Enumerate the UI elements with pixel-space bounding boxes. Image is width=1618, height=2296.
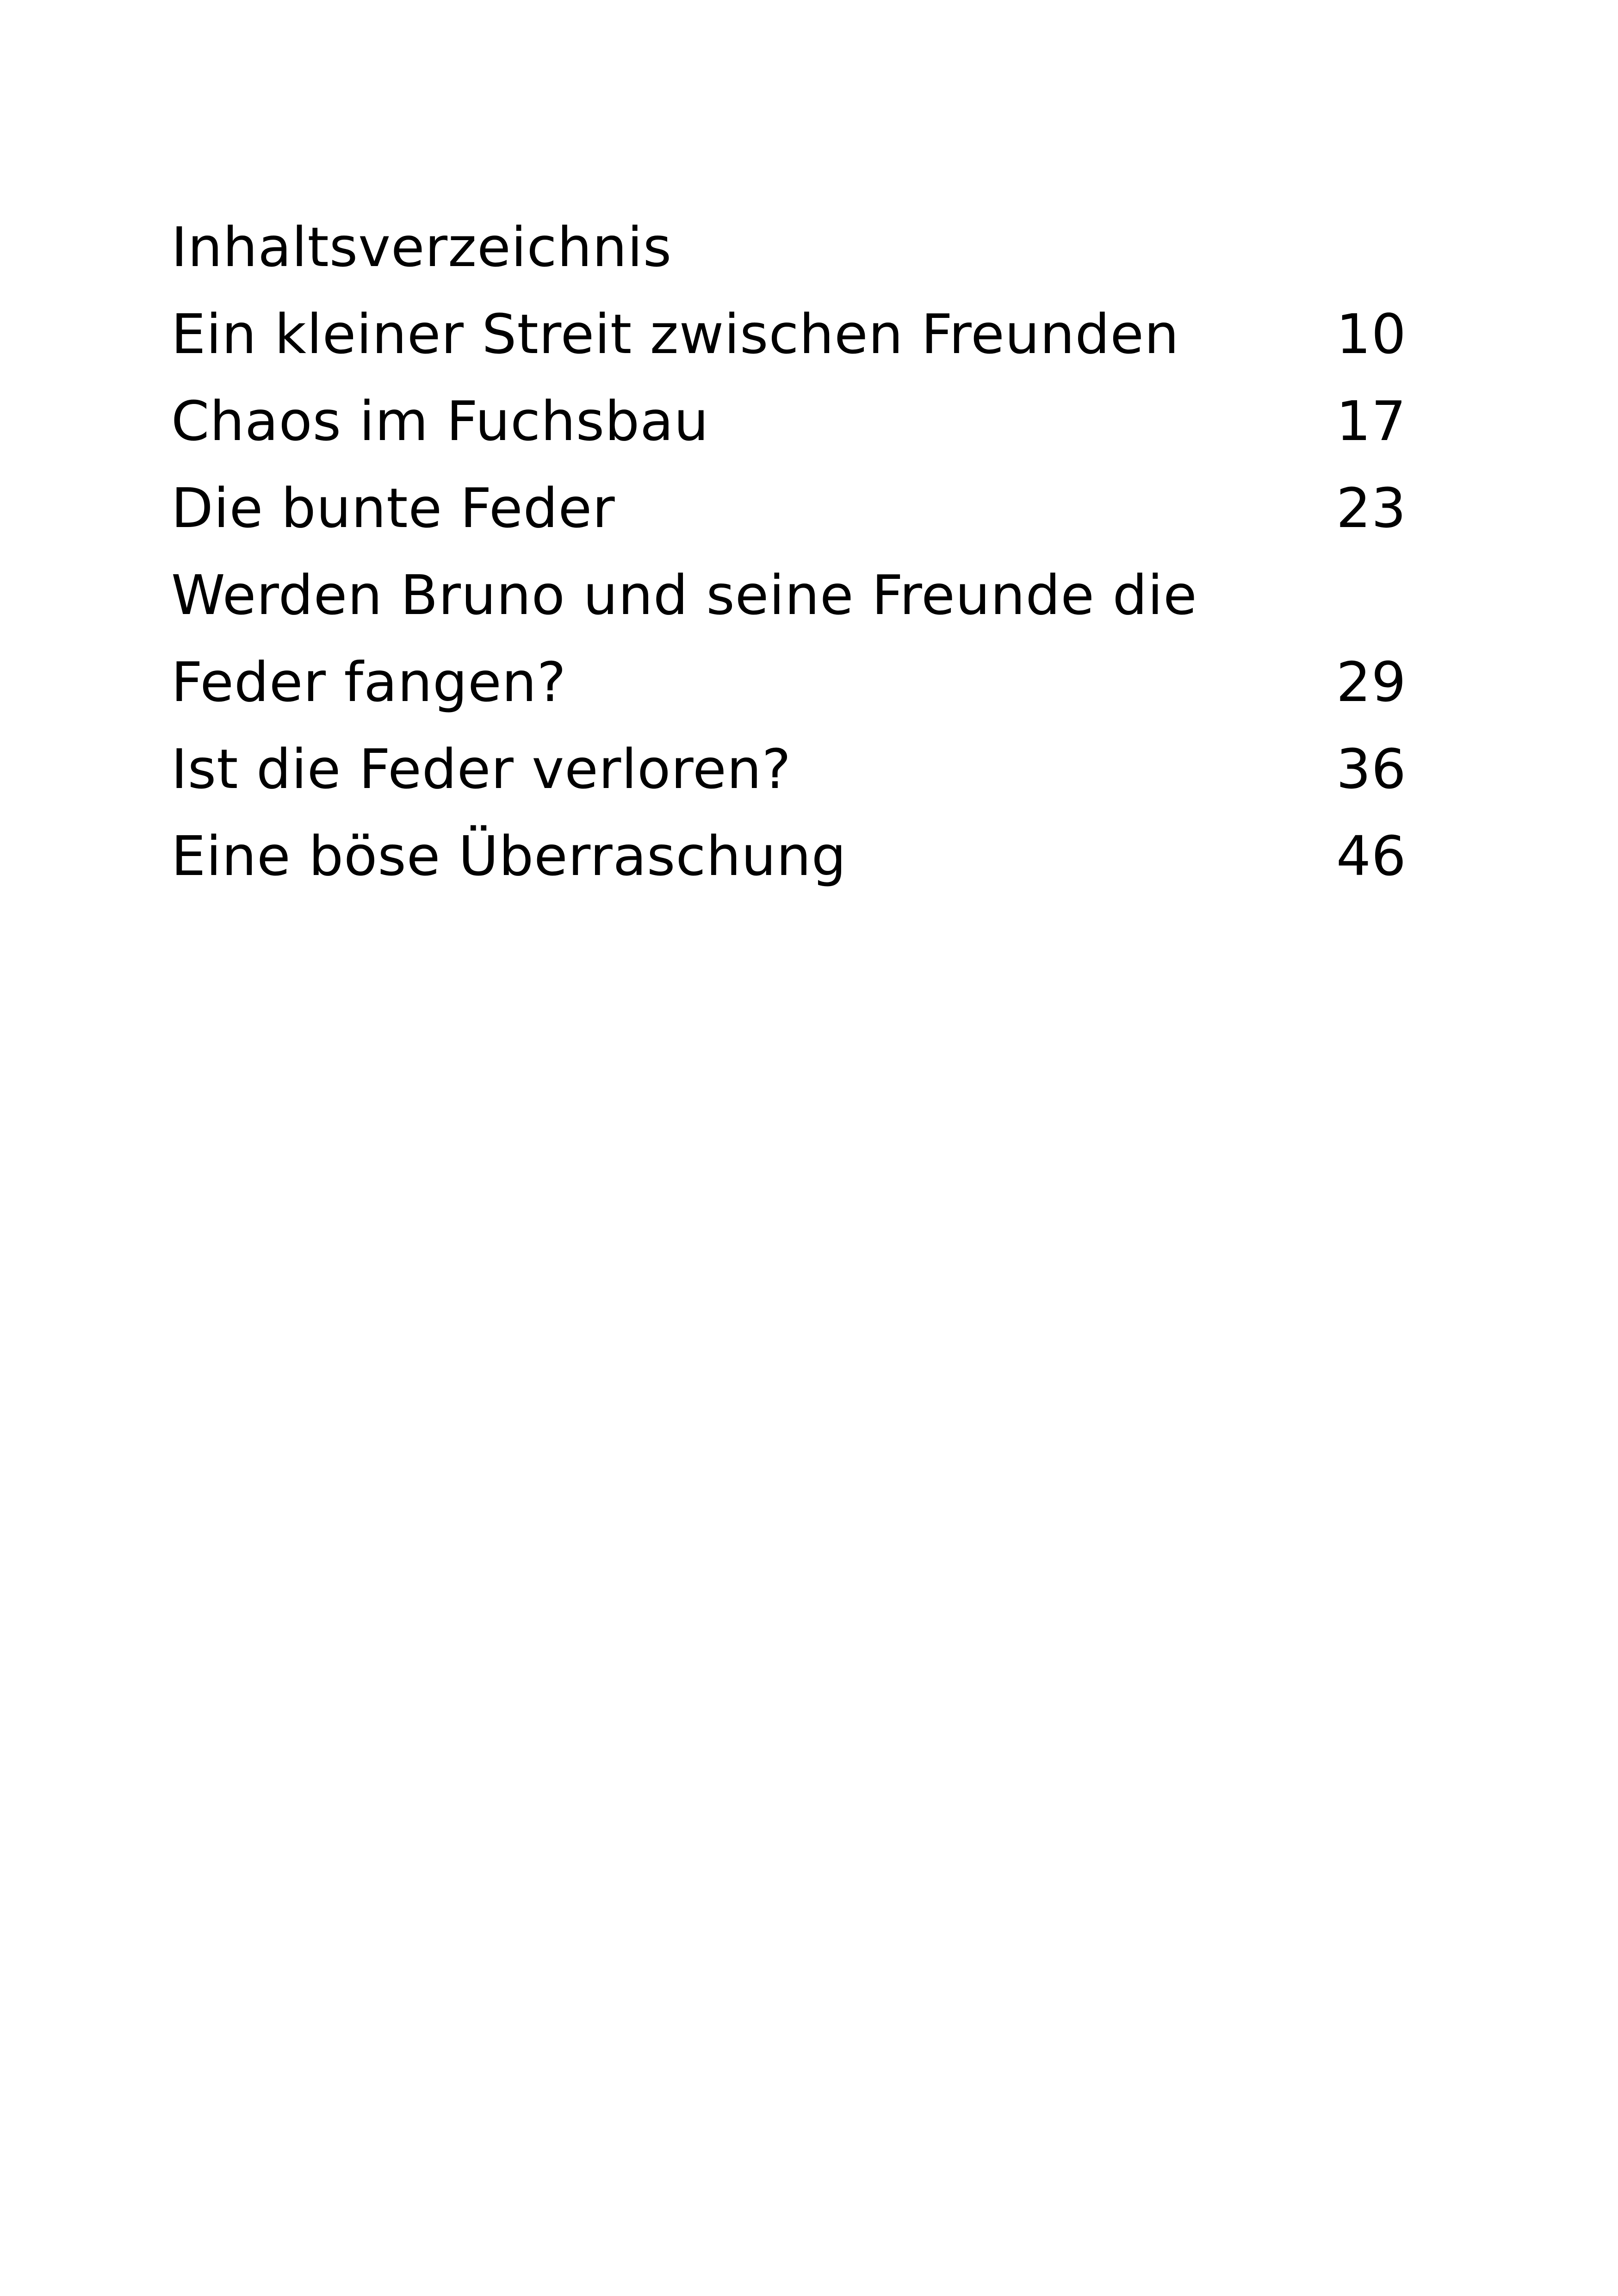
toc-entry-page: 23 <box>1336 476 1407 540</box>
toc-entry-page: 17 <box>1336 389 1407 453</box>
toc-entry-4-line-2 <box>171 639 1407 726</box>
toc-entry-4-line-1 <box>171 552 1407 639</box>
toc-entry-page: 29 <box>1336 650 1407 714</box>
toc-entry-2 <box>171 378 1407 465</box>
toc-entry-title: Ist die Feder verloren? <box>171 737 792 801</box>
toc-entry-title: Die bunte Feder <box>171 476 615 540</box>
toc-entry-5 <box>171 726 1407 813</box>
toc-entry-title-line-1: Werden Bruno und seine Freunde die <box>171 563 1197 627</box>
toc-entry-title: Ein kleiner Streit zwischen Freunden <box>171 302 1179 366</box>
toc-entry-1 <box>171 291 1407 378</box>
toc-entry-3 <box>171 465 1407 552</box>
toc-entry-6 <box>171 813 1407 900</box>
toc-entry-page: 10 <box>1336 302 1407 366</box>
toc-entry-title: Eine böse Überraschung <box>171 824 847 888</box>
toc-entry-title-line-2: Feder fangen? <box>171 650 567 714</box>
toc-entry-page: 36 <box>1336 737 1407 801</box>
toc-entry-page: 46 <box>1336 824 1407 888</box>
table-of-contents <box>171 204 1407 900</box>
toc-title: Inhaltsverzeichnis <box>171 215 672 279</box>
toc-entry-title: Chaos im Fuchsbau <box>171 389 709 453</box>
